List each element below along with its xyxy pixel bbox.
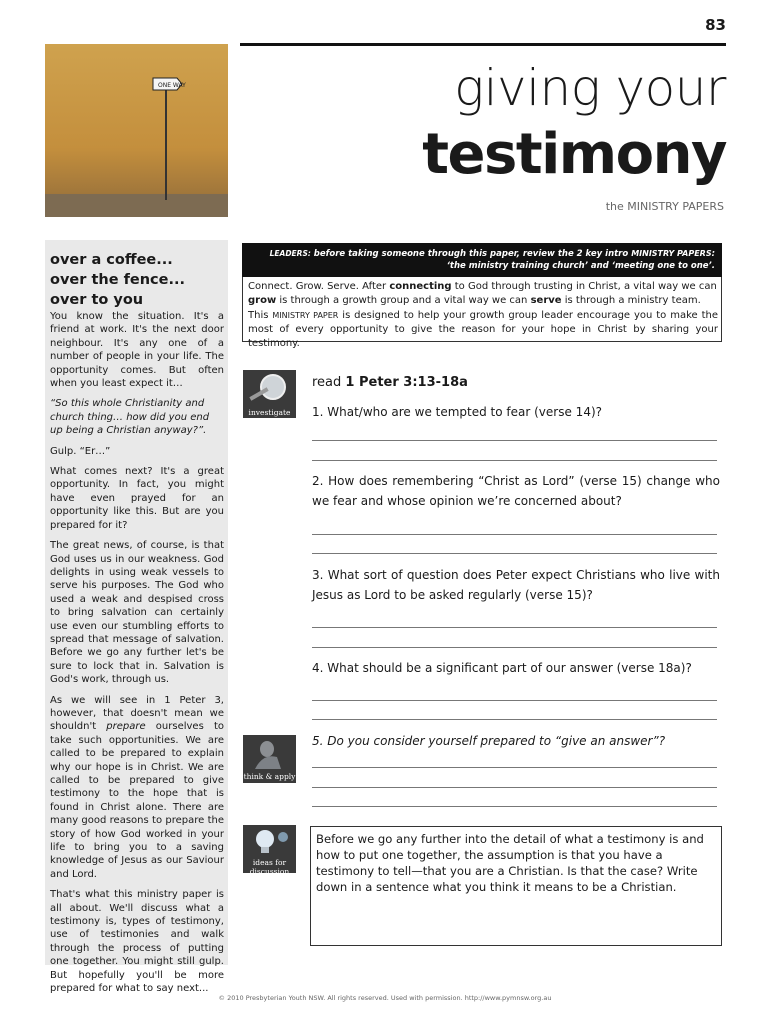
icon-label-line: ideas for xyxy=(252,858,287,867)
emphasis: prepare xyxy=(106,721,146,733)
title-line1: giving your xyxy=(454,59,726,117)
keyword-grow: grow xyxy=(248,295,277,306)
sidebar-paragraph: You know the situation. It's a friend at work. It's the next door neighbour. It's any one of a number of people in your life. The opportunity comes. But often when you least expect it… xyxy=(50,311,224,390)
answer-line[interactable] xyxy=(312,700,717,701)
sidebar-heading-line: over a coffee... xyxy=(50,252,173,268)
text-run: This xyxy=(248,310,273,321)
answer-line[interactable] xyxy=(312,460,717,461)
keyword-serve: serve xyxy=(530,295,562,306)
leaders-banner xyxy=(242,243,722,277)
text-run: is through a ministry team. xyxy=(561,295,701,306)
sidebar-heading xyxy=(50,250,225,310)
question-2: 2. How does remembering “Christ as Lord” (verse 15) change who we fear and whose opinion we’re concerned about? xyxy=(312,474,720,508)
sidebar-paragraph: Gulp. “Er…” xyxy=(50,445,111,457)
discussion-box: Before we go any further into the detail of what a testimony is and how to put one together, the assumption is that you have a testimony to tell—that you are a Christian. Is that the case? Write down in a sentence what you think it means to be a Christian. xyxy=(310,826,722,946)
footer-copyright: © 2010 Presbyterian Youth NSW. All rights reserved. Used with permission. http://www.pymnsw.org.au xyxy=(218,994,552,1002)
answer-line[interactable] xyxy=(312,806,717,807)
reading-prefix: read xyxy=(312,375,346,390)
answer-line[interactable] xyxy=(312,647,717,648)
text-run: is designed to help your growth group leader encourage you to make the most of every opportunity to give the reason for your hope in Christ by sharing your testimony. xyxy=(248,310,718,349)
question-4: 4. What should be a significant part of our answer (verse 18a)? xyxy=(312,661,692,675)
sidebar-paragraph: The great news, of course, is that God uses us in our weakness. God delights in using weak vessels to serve his purposes. The God who used a weak and despised cross to bring salvation can certainly use even our stumbling efforts to spread that message of salvation. Before we go any further let's be sure to lock that in. Salvation is God's work, through us. xyxy=(50,540,224,686)
text-run: : ‘the ministry training church’ and ‘meeting one to one’. xyxy=(446,249,715,271)
answer-line[interactable] xyxy=(312,627,717,628)
cover-photo xyxy=(45,44,228,217)
text-run: MINISTRY PAPERS xyxy=(631,249,712,258)
question-1: 1. What/who are we tempted to fear (verse 14)? xyxy=(312,405,602,419)
answer-line[interactable] xyxy=(312,767,717,768)
question-5: 5. Do you consider yourself prepared to “give an answer”? xyxy=(312,734,666,748)
answer-line[interactable] xyxy=(312,787,717,788)
page-number: 83 xyxy=(705,16,726,34)
reading-label xyxy=(312,375,468,390)
text-run: to God through trusting in Christ, a vital way we can xyxy=(451,281,717,292)
sign-text: ONE WAY xyxy=(158,82,186,89)
sidebar-body xyxy=(50,310,224,1003)
one-way-sign-photo xyxy=(45,44,228,217)
answer-line[interactable] xyxy=(312,719,717,720)
leaders-paragraph xyxy=(248,309,718,351)
answer-line[interactable] xyxy=(312,440,717,441)
sidebar-heading-line: over the fence... xyxy=(50,272,186,288)
text-run: before taking someone through this paper, review the 2 key intro xyxy=(310,249,632,259)
keyword-connecting: connecting xyxy=(389,281,452,292)
answer-line[interactable] xyxy=(312,534,717,535)
ideas-discussion-label xyxy=(243,858,296,876)
investigate-label: investigate xyxy=(248,408,291,417)
text-run: MINISTRY PAPER xyxy=(272,311,339,320)
icon-label-line: discussion xyxy=(249,867,290,876)
question-3: 3. What sort of question does Peter expect Christians who live with Jesus as Lord to be asked regularly (verse 15)? xyxy=(312,568,720,602)
think-apply-label: think & apply xyxy=(243,772,296,781)
answer-line[interactable] xyxy=(312,553,717,554)
title-line2: testimony xyxy=(422,122,726,187)
sidebar-paragraph xyxy=(50,694,224,882)
text-run: As we will see in 1 Peter 3, however, that doesn't mean we shouldn't xyxy=(50,694,224,733)
text-run: Connect. Grow. Serve. After xyxy=(248,281,390,292)
sidebar-paragraph: What comes next? It's a great opportunity. In fact, you might have even prayed for an opportunity like this. But are you prepared for it? xyxy=(50,466,224,531)
text-run: ourselves to take such opportunities. We are called to be prepared to explain why our hope is in Christ. We are called to be prepared to give testimony to the hope that is found in Christ alone. There are many good reasons to prepare the story of how God worked in your life to bring you to a saving knowledge of Jesus as our Saviour and Lord. xyxy=(50,721,224,880)
leaders-label: LEADERS: xyxy=(269,249,311,258)
reading-passage: 1 Peter 3:13-18a xyxy=(345,375,468,390)
sidebar-quote: “So this whole Christianity and church thing… how did you end up being a Christian anyway?”. xyxy=(50,398,210,437)
sidebar-paragraph: That's what this ministry paper is all about. We'll discuss what a testimony is, types of testimony, use of testimonies and walk through the process of putting one together. You might still gulp. But hopefully you'll be more prepared for what to say next... xyxy=(50,889,224,995)
sidebar-heading-line: over to you xyxy=(50,292,144,308)
leaders-paragraph xyxy=(248,280,718,308)
text-run: is through a growth group and a vital way we can xyxy=(276,295,531,306)
top-rule xyxy=(240,43,726,46)
series-label: the MINISTRY PAPERS xyxy=(605,200,724,213)
